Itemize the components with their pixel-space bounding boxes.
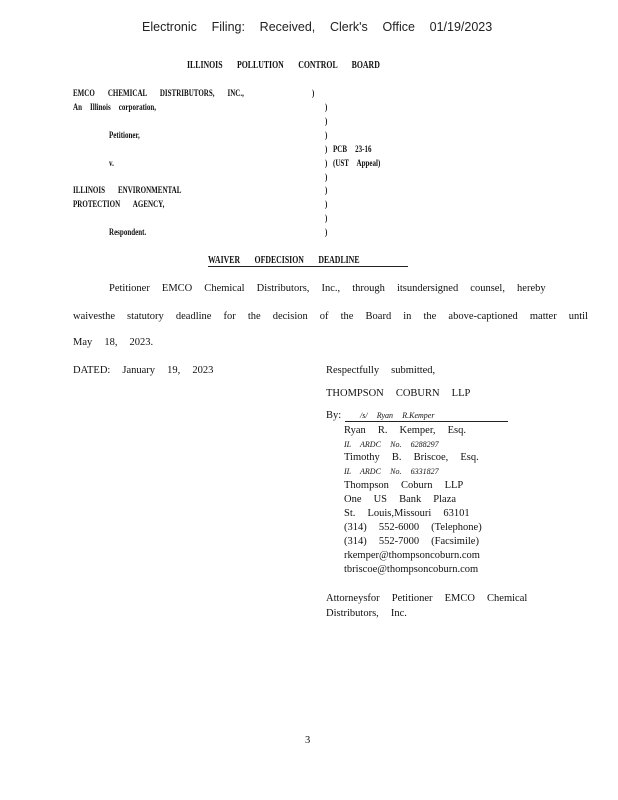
fax-line: (314) 552-7000 (Facsimile) <box>344 536 479 547</box>
firm-address-line: Thompson Coburn LLP <box>344 480 464 491</box>
caption-bracket: ) <box>325 130 328 140</box>
dated-line: DATED: January 19, 2023 <box>73 365 214 376</box>
caption-bracket: ) <box>325 185 328 195</box>
versus-label: v. <box>109 158 114 168</box>
firm-address-line: St. Louis,Missouri 63101 <box>344 508 470 519</box>
phone-line: (314) 552-6000 (Telephone) <box>344 522 482 533</box>
attorneys-for-line-2: Distributors, Inc. <box>326 608 407 619</box>
by-label: By: <box>326 410 342 421</box>
email-link[interactable]: tbriscoe@thompsoncoburn.com <box>344 564 479 575</box>
attorneys-for-line-1: Attorneysfor Petitioner EMCO Chemical <box>326 593 528 604</box>
caption-bracket: ) <box>325 144 328 154</box>
caption-bracket: ) <box>312 88 315 98</box>
paragraph-line-1: Petitioner EMCO Chemical Distributors, Inc., through itsundersigned counsel, hereby <box>109 283 546 294</box>
paragraph-line-3: May 18, 2023. <box>73 337 154 348</box>
attorney-name: Ryan R. Kemper, Esq. <box>344 425 466 436</box>
petitioner-name: EMCO CHEMICAL DISTRIBUTORS, INC., <box>73 88 244 98</box>
caption-bracket: ) <box>325 172 328 182</box>
board-title: ILLINOIS POLLUTION CONTROL BOARD <box>187 60 380 71</box>
document-title: WAIVER OFDECISION DEADLINE <box>208 255 360 266</box>
attorney-name: Timothy B. Briscoe, Esq. <box>344 452 479 463</box>
firm-name: THOMPSON COBURN LLP <box>326 388 471 399</box>
electronic-signature: /s/ Ryan R.Kemper <box>360 411 435 420</box>
title-underline <box>208 266 408 267</box>
case-number: PCB 23-16 <box>333 144 372 154</box>
closing: Respectfully submitted, <box>326 365 436 376</box>
filing-stamp: Electronic Filing: Received, Clerk's Office 01/19/2023 <box>142 20 493 34</box>
ardc-number: IL ARDC No. 6288297 <box>344 440 439 449</box>
respondent-role: Respondent. <box>109 227 147 237</box>
ardc-number: IL ARDC No. 6331827 <box>344 467 439 476</box>
caption-bracket: ) <box>325 227 328 237</box>
caption-bracket: ) <box>325 158 328 168</box>
caption-bracket: ) <box>325 102 328 112</box>
caption-bracket: ) <box>325 116 328 126</box>
petitioner-role: Petitioner, <box>109 130 140 140</box>
page-number: 3 <box>305 735 311 746</box>
petitioner-description: An Illinois corporation, <box>73 102 157 112</box>
email-link[interactable]: rkemper@thompsoncoburn.com <box>344 550 480 561</box>
signature-line <box>345 421 508 422</box>
firm-address-line: One US Bank Plaza <box>344 494 457 505</box>
case-type: (UST Appeal) <box>333 158 381 168</box>
caption-bracket: ) <box>325 199 328 209</box>
paragraph-line-2: waivesthe statutory deadline for the decision of the Board in the above-captioned matter until <box>73 311 589 322</box>
respondent-name-line1: ILLINOIS ENVIRONMENTAL <box>73 185 182 195</box>
caption-bracket: ) <box>325 213 328 223</box>
respondent-name-line2: PROTECTION AGENCY, <box>73 199 165 209</box>
